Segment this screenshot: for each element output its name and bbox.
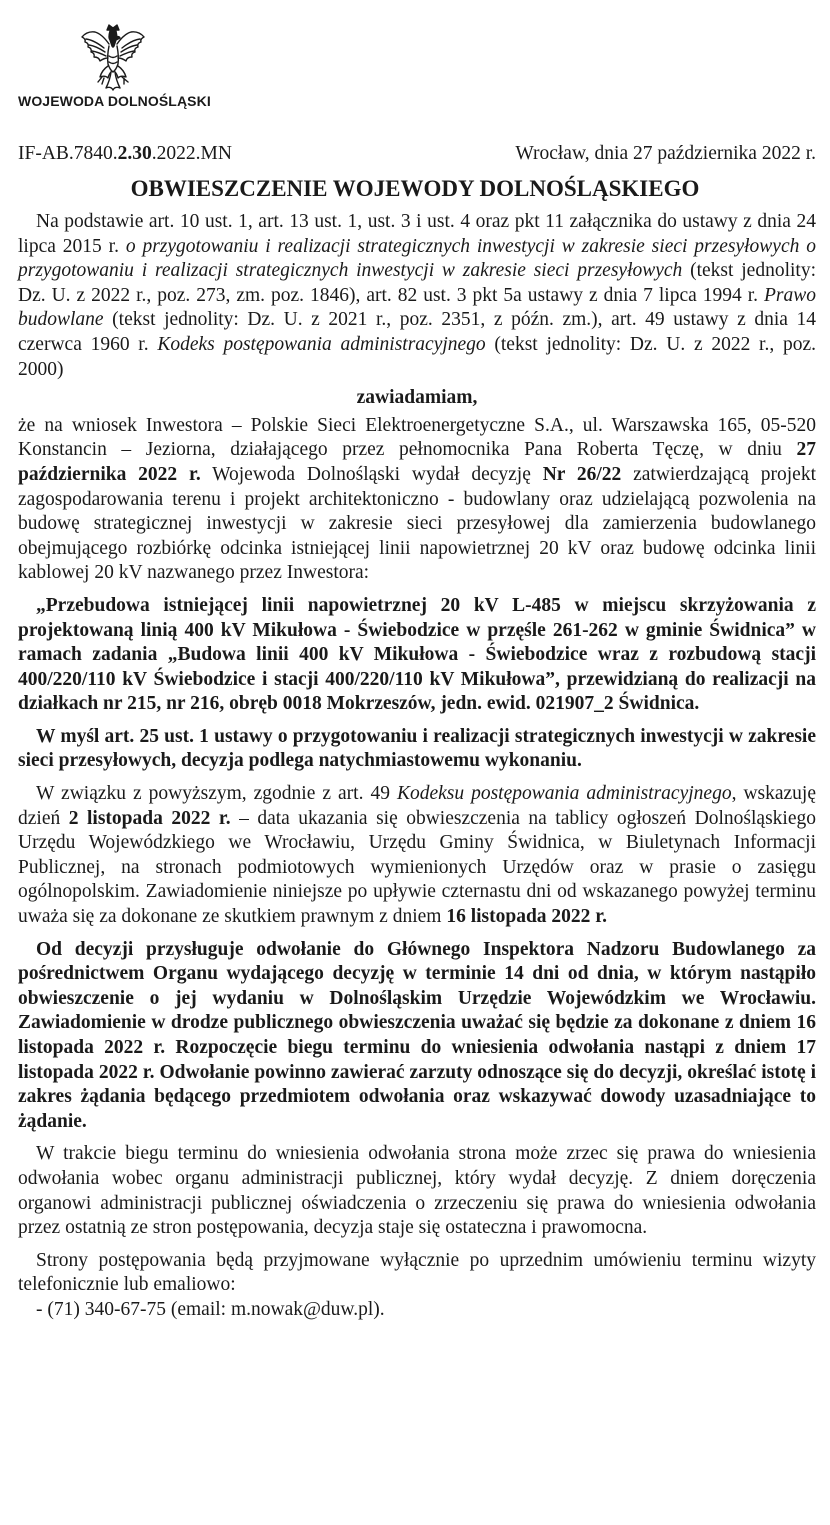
eagle-emblem-icon	[78, 22, 148, 94]
waiver-paragraph: W trakcie biegu terminu do wniesienia odwołania strona może zrzec się prawa do wniesienia odwołania wobec organu administracji publicznej, który wydał decyzję. Z dniem doręczenia organowi administracji publicznej oświadczenia o zrzeczeniu się prawa do wniesienia odwołania przez ostatnią ze stron postępowania, decyzja staje się ostateczna i prawomocna.	[18, 1143, 816, 1239]
page-title: OBWIESZCZENIE WOJEWODY DOLNOŚLĄSKIEGO	[130, 176, 700, 201]
organization-name: WOJEWODA DOLNOŚLĄSKI	[18, 93, 211, 109]
publication-paragraph: W związku z powyższym, zgodnie z art. 49 Kodeksu postępowania administracyjnego, wskazuję dzień 2 listopada 2022 r. – data ukazania się obwieszczenia na tablicy ogłoszeń Dolnośląskiego Urzędu Wojewódzkiego we Wrocławiu, Urzędu Gminy Świdnica, w Biuletynach Informacji Publicznej, na stronach podmiotowych wymienionych Urzędów oraz w prasie o zasięgu ogólnopolskim. Zawiadomienie niniejsze po upływie czternastu dni od wskazanego powyżej terminu uważa się za dokonane ze skutkiem prawnym z dniem 16 listopada 2022 r.	[18, 783, 816, 928]
case-signature: IF-AB.7840.2.30.2022.MN	[18, 143, 232, 164]
legal-basis-paragraph: Na podstawie art. 10 ust. 1, art. 13 ust. 1, ust. 3 i ust. 4 oraz pkt 11 załącznika do ustawy z dnia 24 lipca 2015 r. o przygotowaniu i realizacji strategicznych inwestycji w zakresie sieci przesyłowych o przygotowaniu i realizacji strategicznych inwestycji w zakresie sieci przesyłowych (tekst jednolity: Dz. U. z 2022 r., poz. 273, zm. poz. 1846), art. 82 ust. 3 pkt 5a ustawy z dnia 7 lipca 1994 r. Prawo budowlane (tekst jednolity: Dz. U. z 2021 r., poz. 2351, z późn. zm.), art. 49 ustawy z dnia 14 czerwca 1960 r. Kodeks postępowania administracyjnego (tekst jednolity: Dz. U. z 2022 r., poz. 2000)	[18, 211, 816, 380]
notification-heading: zawiadamiam,	[356, 387, 478, 409]
issue-date: Wrocław, dnia 27 października 2022 r.	[515, 143, 816, 164]
contact-line: - (71) 340-67-75 (email: m.nowak@duw.pl).	[36, 1298, 385, 1320]
appointment-paragraph: Strony postępowania będą przyjmowane wyłącznie po uprzednim umówieniu terminu wizyty telefonicznie lub emaliowo:	[18, 1249, 816, 1296]
decision-paragraph: że na wniosek Inwestora – Polskie Sieci Elektroenergetyczne S.A., ul. Warszawska 165, 05-520 Konstancin – Jeziorna, działającego przez pełnomocnika Pana Roberta Tęczę, w dniu 27 października 2022 r. Wojewoda Dolnośląski wydał decyzję Nr 26/22 zatwierdzającą projekt zagospodarowania terenu i projekt architektoniczno - budowlany oraz udzielającą pozwolenia na budowę strategicznej inwestycji w zakresie sieci przesyłowej dla zamierzenia budowlanego obejmującego rozbiórkę odcinka istniejącej linii napowietrznej 20 kV oraz budowę odcinka linii kablowej 20 kV nazwanego przez Inwestora:	[18, 414, 816, 584]
appeal-paragraph: Od decyzji przysługuje odwołanie do Głównego Inspektora Nadzoru Budowlanego za pośrednictwem Organu wydającego decyzję w terminie 14 dni od dnia, w którym nastąpiło obwieszczenie o jej wydaniu w Dolnośląskim Urzędzie Wojewódzkim we Wrocławiu. Zawiadomienie w drodze publicznego obwieszczenia uważać się będzie za dokonane z dniem 16 listopada 2022 r. Rozpoczęcie biegu terminu do wniesienia odwołania nastąpi z dniem 17 listopada 2022 r. Odwołanie powinno zawierać zarzuty odnoszące się do decyzji, określać istotę i zakres żądania będącego przedmiotem odwołania oraz wskazywać dowody uzasadniające to żądanie.	[18, 938, 816, 1132]
immediate-execution-paragraph: W myśl art. 25 ust. 1 ustawy o przygotowaniu i realizacji strategicznych inwestycji w zakresie sieci przesyłowych, decyzja podlega natychmiastowemu wykonaniu.	[18, 725, 816, 772]
notice-body	[18, 210, 816, 1323]
investment-name-paragraph: „Przebudowa istniejącej linii napowietrznej 20 kV L-485 w miejscu skrzyżowania z projektowaną linią 400 kV Mikułowa - Świebodzice w przęśle 261-262 w gminie Świdnica” w ramach zadania „Budowa linii 400 kV Mikułowa - Świebodzice wraz z rozbudową stacji 400/220/110 kV Świebodzice i stacji 400/220/110 kV Mikułowa”, przewidzianą do realizacji na działkach nr 215, nr 216, obręb 0018 Mokrzeszów, jedn. ewid. 021907_2 Świdnica.	[18, 594, 816, 715]
